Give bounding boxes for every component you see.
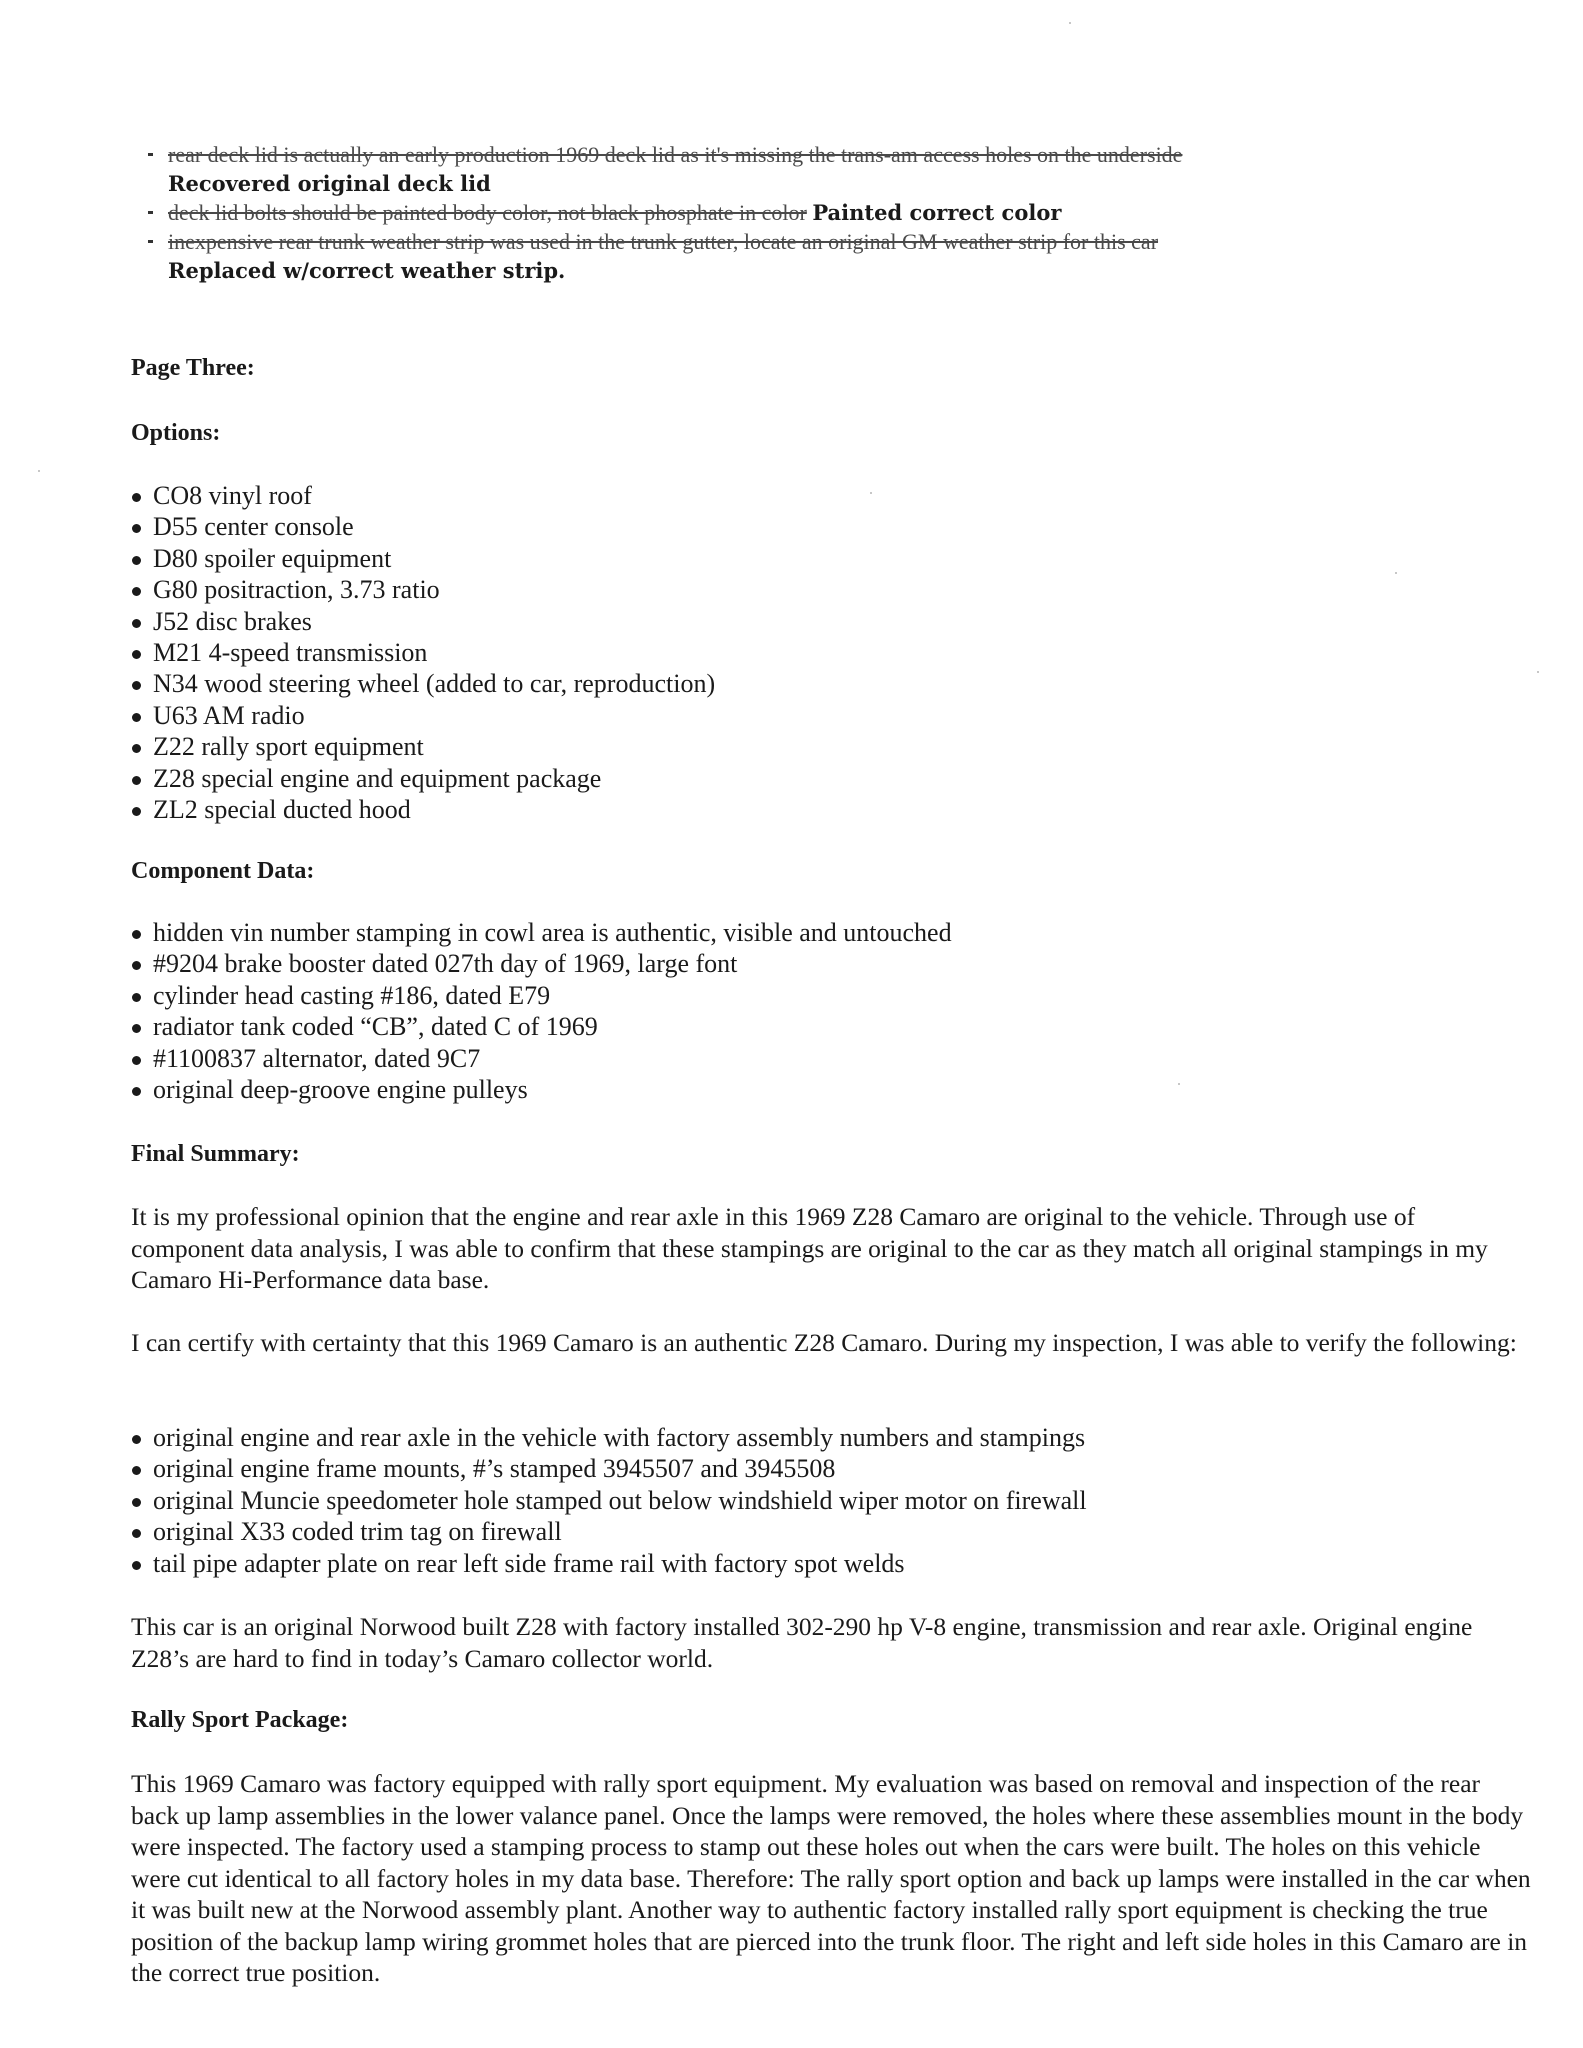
- list-item: original deep-groove engine pulleys: [131, 1074, 952, 1105]
- list-item: original Muncie speedometer hole stamped out below windshield wiper motor on firewall: [131, 1485, 1087, 1516]
- dash-bullet-icon: [148, 211, 153, 214]
- struck-text: rear deck lid is actually an early production 1969 deck lid as it's missing the trans-am access holes on the underside: [168, 142, 1183, 167]
- summary-paragraph: This car is an original Norwood built Z28 with factory installed 302-290 hp V-8 engine, transmission and rear axle. Original engine Z28’s are hard to find in today’s Camaro collector world.: [131, 1612, 1473, 1673]
- bullet-icon: [132, 1435, 141, 1444]
- list-item: D80 spoiler equipment: [131, 543, 715, 574]
- bullet-icon: [132, 1529, 141, 1538]
- final-summary-heading: Final Summary:: [131, 1141, 300, 1167]
- list-item: N34 wood steering wheel (added to car, reproduction): [131, 668, 715, 699]
- bullet-icon: [132, 930, 141, 939]
- correction-note: Replaced w/correct weather strip.: [168, 258, 566, 283]
- bullet-icon: [132, 744, 141, 753]
- bullet-icon: [132, 993, 141, 1002]
- bullet-icon: [132, 1087, 141, 1096]
- scan-speck: [1069, 22, 1071, 24]
- list-item: hidden vin number stamping in cowl area is authentic, visible and untouched: [131, 917, 952, 948]
- list-item: M21 4-speed transmission: [131, 637, 715, 668]
- dash-bullet-icon: [148, 240, 153, 243]
- bullet-icon: [132, 556, 141, 565]
- options-list: [131, 480, 715, 825]
- bullet-icon: [132, 493, 141, 502]
- list-item: original engine and rear axle in the vehicle with factory assembly numbers and stampings: [131, 1422, 1087, 1453]
- scan-speck: [1395, 572, 1397, 574]
- bullet-icon: [132, 650, 141, 659]
- rally-sport-heading: Rally Sport Package:: [131, 1707, 349, 1733]
- corrections-list: [148, 140, 1428, 285]
- rally-sport-paragraph: This 1969 Camaro was factory equipped with rally sport equipment. My evaluation was based on removal and inspection of the rear back up lamp assemblies in the lower valance panel. Once the lamps were removed, the holes where these assemblies mount in the body were inspected. The factory used a stamping process to stamp out these holes out when the cars were built. The holes on this vehicle were cut identical to all factory holes in my data base. Therefore: The rally sport option and back up lamps were installed in the car when it was built new at the Norwood assembly plant. Another way to authentic factory installed rally sport equipment is checking the true position of the backup lamp wiring grommet holes that are pierced into the trunk floor. The right and left side holes in this Camaro are in the correct true position.: [131, 1769, 1531, 1987]
- dash-bullet-icon: [148, 153, 153, 156]
- correction-item: [148, 198, 1428, 227]
- scan-speck: [38, 470, 40, 472]
- summary-paragraph: I can certify with certainty that this 1969 Camaro is an authentic Z28 Camaro. During my inspection, I was able to verify the following:: [131, 1328, 1517, 1357]
- correction-item: [148, 140, 1428, 198]
- list-item: Z22 rally sport equipment: [131, 731, 715, 762]
- verification-list: [131, 1422, 1087, 1579]
- bullet-icon: [132, 1466, 141, 1475]
- bullet-icon: [132, 713, 141, 722]
- page-heading: Page Three:: [131, 355, 255, 381]
- list-item: tail pipe adapter plate on rear left side frame rail with factory spot welds: [131, 1548, 1087, 1579]
- list-item: #1100837 alternator, dated 9C7: [131, 1043, 952, 1074]
- options-heading: Options:: [131, 420, 221, 446]
- list-item: Z28 special engine and equipment package: [131, 763, 715, 794]
- list-item: radiator tank coded “CB”, dated C of 1969: [131, 1011, 952, 1042]
- bullet-icon: [132, 619, 141, 628]
- correction-note: Recovered original deck lid: [168, 171, 491, 196]
- list-item: original X33 coded trim tag on firewall: [131, 1516, 1087, 1547]
- list-item: CO8 vinyl roof: [131, 480, 715, 511]
- list-item: original engine frame mounts, #’s stamped 3945507 and 3945508: [131, 1453, 1087, 1484]
- bullet-icon: [132, 1561, 141, 1570]
- bullet-icon: [132, 524, 141, 533]
- bullet-icon: [132, 681, 141, 690]
- list-item: G80 positraction, 3.73 ratio: [131, 574, 715, 605]
- list-item: J52 disc brakes: [131, 606, 715, 637]
- bullet-icon: [132, 1498, 141, 1507]
- scan-speck: [870, 492, 872, 494]
- correction-item: [148, 227, 1428, 285]
- bullet-icon: [132, 1024, 141, 1033]
- list-item: U63 AM radio: [131, 700, 715, 731]
- bullet-icon: [132, 1056, 141, 1065]
- correction-note: Painted correct color: [812, 200, 1062, 225]
- scan-speck: [1178, 1083, 1180, 1085]
- bullet-icon: [132, 776, 141, 785]
- summary-paragraph: It is my professional opinion that the engine and rear axle in this 1969 Z28 Camaro are original to the vehicle. Through use of component data analysis, I was able to confirm that these stampings are original to the car as they match all original stampings in my Camaro Hi-Performance data base.: [131, 1202, 1488, 1294]
- list-item: D55 center console: [131, 511, 715, 542]
- component-data-heading: Component Data:: [131, 858, 315, 884]
- list-item: ZL2 special ducted hood: [131, 794, 715, 825]
- bullet-icon: [132, 587, 141, 596]
- list-item: cylinder head casting #186, dated E79: [131, 980, 952, 1011]
- struck-text: inexpensive rear trunk weather strip was used in the trunk gutter, locate an original GM weather strip for this car: [168, 229, 1159, 254]
- component-data-list: [131, 917, 952, 1105]
- bullet-icon: [132, 961, 141, 970]
- list-item: #9204 brake booster dated 027th day of 1969, large font: [131, 948, 952, 979]
- bullet-icon: [132, 807, 141, 816]
- struck-text: deck lid bolts should be painted body color, not black phosphate in color: [168, 200, 807, 225]
- scan-speck: [1537, 671, 1539, 673]
